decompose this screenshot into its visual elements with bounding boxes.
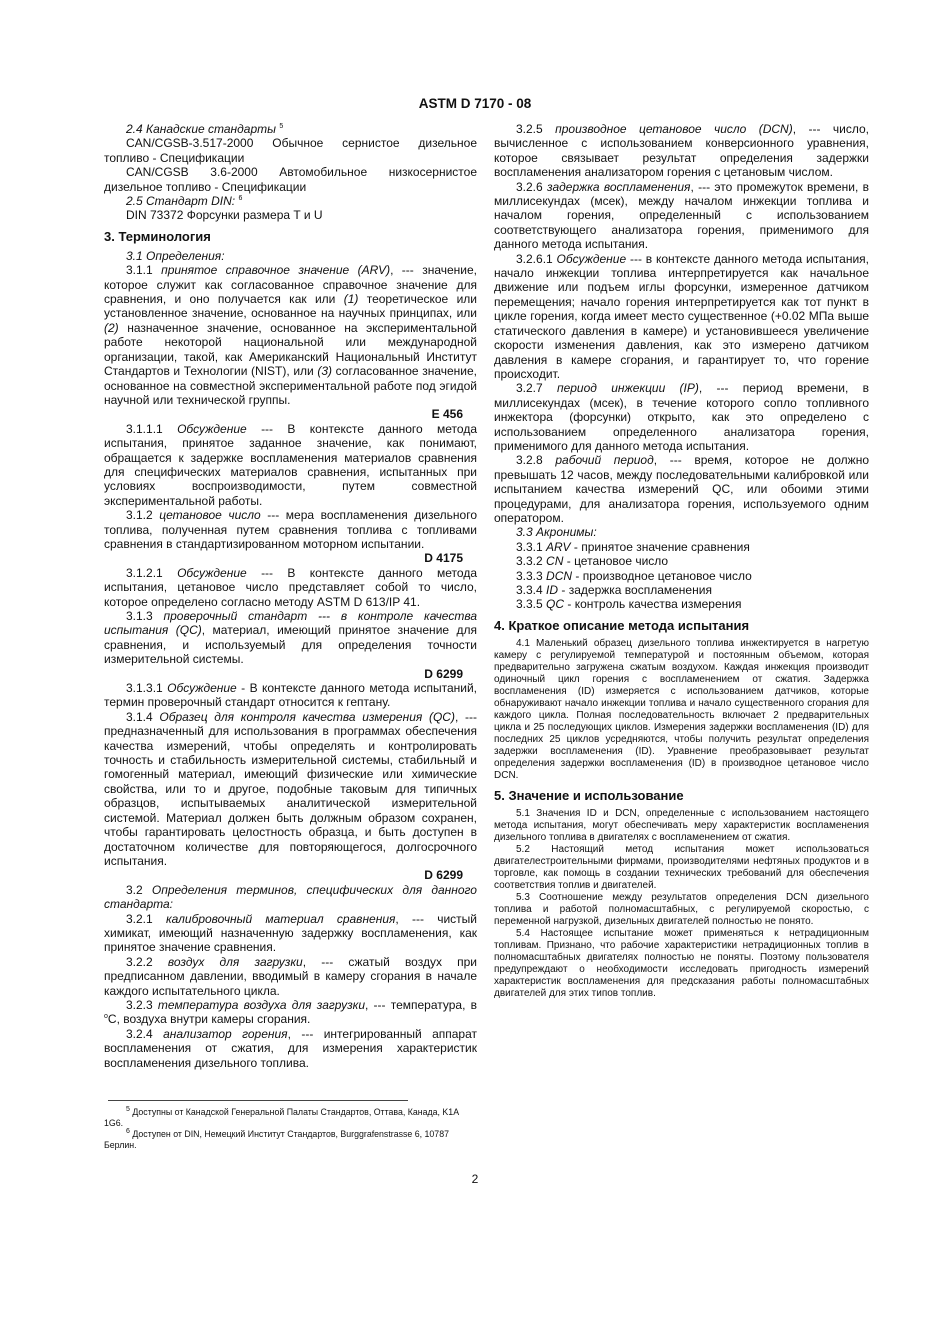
footnote-divider <box>108 1100 408 1101</box>
reference-d6299-b: D 6299 <box>424 868 463 883</box>
standard-din-73372: DIN 73372 Форсунки размера T и U <box>126 208 323 223</box>
para-3-3: 3.3 Акронимы: <box>516 525 597 540</box>
standard-can-cgsb-3-6: CAN/CGSB 3.6-2000 Автомобильное низкосернистое дизельное топливо - Спецификации <box>104 165 477 194</box>
section-5-body <box>494 808 869 1000</box>
section-2-4-title: 2.4 Канадские стандарты $^5$ <box>126 122 284 136</box>
para-3-2-4: 3.2.4 анализатор горения, --- интегрированный аппарат воспламенения от сжатия, для измерения характеристик воспламенения дизельного топлива. <box>104 1026 477 1070</box>
para-3-2-3: 3.2.3 температура воздуха для загрузки, --- температура, в $^o$C, воздуха внутри камеры сгорания. <box>104 997 478 1027</box>
acronym-item: 3.3.2 CN - цетановое число <box>516 554 669 569</box>
para-3-2-6-1: 3.2.6.1 Обсуждение --- в контексте данного метода испытания, начало инжекции топлива интерпретируется как начальное движение или подъем иглы форсунки, измеренное датчиком перемещения; начало горения интерпретируется как тот пункт в цикле горения, когда имеет место существенное (+0.02 МПа выше статического давления в камере) и установившееся увеличение скорости изменения давления, как это измерено датчиком давления в камере сгорания, и гарантирует то, что горение происходит. <box>494 251 869 381</box>
page-number: 2 <box>471 1172 479 1186</box>
para-3-1-3-1: 3.1.3.1 Обсуждение - В контексте данного метода испытаний, термин проверочный стандарт относится к гептану. <box>104 681 477 710</box>
para-5-1: 5.1 Значения ID и DCN, определенные с использованием настоящего метода испытания, могут обеспечивать меру характеристик воспламенения дизельного топлива в двигателях с воспламенением от сжатия. <box>494 807 869 843</box>
para-3-2: 3.2 Определения терминов, специфических для данного стандарта: <box>104 882 477 912</box>
para-3-1-4: 3.1.4 Образец для контроля качества измерения (QC), --- предназначенный для использования в программах обеспечения качества измерений, чтобы определять и контролировать точность и стабильность измерительной системы, стабильный и гомогенный материал, имеющий физические или химические свойства, или то и другое, подобные таковым для типичных образцов, испытываемых аналитической измерительной системой. Материал должен быть должным образом сохранен, чтобы гарантировать целостность образца, и быть доступен в достаточном количестве для повторяющегося, долгосрочного испытания. <box>104 709 478 868</box>
para-3-1-3: 3.1.3 проверочный стандарт --- в контроле качества испытания (QC), материал, имеющий принятое значение для сравнения, и используемый для определения точности измерительной системы. <box>104 609 478 667</box>
footnote-6: $^6$ Доступен от DIN, Немецкий Институт Стандартов, Burggrafenstrasse 6, 10787 Берлин. <box>104 1128 449 1150</box>
section-4-heading: 4. Краткое описание метода испытания <box>494 617 750 633</box>
section-3-heading: 3. Терминология <box>104 228 211 244</box>
right-column <box>494 122 869 1000</box>
document-header: ASTM D 7170 - 08 <box>418 96 532 111</box>
para-5-4: 5.4 Настоящее испытание может применяться к нетрадиционным топливам. Признано, что рабочие характеристики нетрадиционных топлив в полномасштабных двигателях полностью не поняты. Поэтому пользователя предупреждают о необходимости исследовать пригодность измерений характеристик воспламенения для предсказания работы полномасштабных двигателей для этих типов топлив. <box>494 927 869 999</box>
reference-e456: E 456 <box>431 407 463 422</box>
para-5-2: 5.2 Настоящий метод испытания может использоваться двигателестроительными фирмами, производителями нефтяных продуктов и в торговле, как помощь в создании технических требований для обеспечения соответствия топлив и двигателей. <box>494 843 869 891</box>
footnote-5: $^5$ Доступны от Канадской Генеральной Палаты Стандартов, Оттава, Канада, K1A 1G6. <box>104 1106 459 1128</box>
acronym-item: 3.3.1 ARV - принятое значение сравнения <box>516 539 750 554</box>
para-3-2-5: 3.2.5 производное цетановое число (DCN), --- число, вычисленное с использованием конверсионного уравнения, которое связывает результат определения задержки воспламенения анализатором горения с цетановым числом. <box>494 122 869 180</box>
para-3-1-1-1: 3.1.1.1 Обсуждение --- В контексте данного метода испытания, принятое заданное значение, как понимают, обращается к задержке воспламенения материалов сравнения для специфических материалов сравнения, испытанных при условиях воспроизводимости, путем совместной экспериментальной работы. <box>104 421 477 508</box>
para-3-1-2: 3.1.2 цетановое число --- мера воспламенения дизельного топлива, полученная путем сравнения топлива с топливами сравнения в стандартизированном моторном испытании. <box>104 508 477 551</box>
standard-can-cgsb-3-517: CAN/CGSB-3.517-2000 Обычное сернистое дизельное топливо - Спецификации <box>104 136 477 165</box>
para-3-1: 3.1 Определения: <box>126 248 225 263</box>
reference-d6299-a: D 6299 <box>424 666 463 681</box>
reference-d4175: D 4175 <box>424 551 463 566</box>
para-5-3: 5.3 Соотношение между результатов определения DCN дизельного топлива и работой полномасштабных, с регулируемой скоростью, с переменной нагрузкой, дизельных двигателей полностью не понято. <box>494 891 869 927</box>
footnotes <box>104 1100 477 1151</box>
para-3-1-1: 3.1.1 принятое справочное значение (ARV), --- значение, которое служит как согласованное справочное значение для сравнения, и оно получается как или (1) теоретическое или установленное значение, основанное на научных принципах, или (2) назначенное значение, основанное на экспериментальной работе некоторой национальной или международной организации, такой, как Американский Национальный Институт Стандартов и Технологии (NIST), или (3) согласованное значение, основанное на совместной экспериментальной работе под эгидой научной или технической группы. <box>104 263 478 407</box>
acronym-item: 3.3.3 DCN - производное цетановое число <box>516 568 752 583</box>
left-column <box>104 122 477 1070</box>
para-3-2-7: 3.2.7 период инжекции (IP), --- период времени, в миллисекундах (мсек), в течение которого сопло топливного инжектора (форсунки) открыто, как это определено с использованием определенного анализатора горения, применимого для данного метода испытания. <box>494 381 869 453</box>
para-3-2-2: 3.2.2 воздух для загрузки, --- сжатый воздух при предписанном давлении, вводимый в камеру сгорания в начале каждого испытательного цикла. <box>104 954 478 998</box>
acronym-item: 3.3.5 QC - контроль качества измерения <box>516 597 742 612</box>
para-3-1-2-1: 3.1.2.1 Обсуждение --- В контексте данного метода испытания, цетановое число представляет собой то число, которое определено согласно методу ASTM D 613/IP 41. <box>104 565 477 609</box>
para-4-1: 4.1 Маленький образец дизельного топлива инжектируется в нагретую камеру с регулируемой температурой и постоянным объемом, которая предварительно загружена сжатым воздухом. Каждая инжекция производит одиночный цикл горения с воспламенением от сжатия. Задержка воспламенения (ID) измеряется с использованием датчиков, которые обнаруживают начало инжекции топлива и начало существенного сгорания для каждого цикла. Полная последовательность включает 2 предварительных цикла и 25 последующих циклов. Измерения задержки воспламенения (ID) для последних 25 циклов усредняются, чтобы получить результат определения задержки воспламенения (ID). Уравнение преобразовывает результат определения задержки воспламенения (ID) в производное цетановое число DCN. <box>494 637 869 781</box>
para-3-2-1: 3.2.1 калибровочный материал сравнения, --- чистый химикат, имеющий назначенную задержку воспламенения, как принятое значение сравнения. <box>104 911 477 955</box>
acronym-item: 3.3.4 ID - задержка воспламенения <box>516 583 712 597</box>
section-4-body <box>494 638 869 782</box>
para-3-2-8: 3.2.8 рабочий период, --- время, которое не должно превышать 12 часов, между последовательными калибровкой или испытанием качества измерений QC, или обоими этими процедурами, для анализатора горения, используемого одним оператором. <box>494 453 869 525</box>
section-5-heading: 5. Значение и использование <box>494 787 684 803</box>
section-2-5-title: 2.5 Стандарт DIN: $^6$ <box>126 194 243 209</box>
para-3-2-6: 3.2.6 задержка воспламенения, --- это промежуток времени, в миллисекундах (мсек), между началом инжекции топлива и началом горения, определенный с использованием соответствующего анализатора горения, применимого для данного метода испытания. <box>494 179 869 252</box>
